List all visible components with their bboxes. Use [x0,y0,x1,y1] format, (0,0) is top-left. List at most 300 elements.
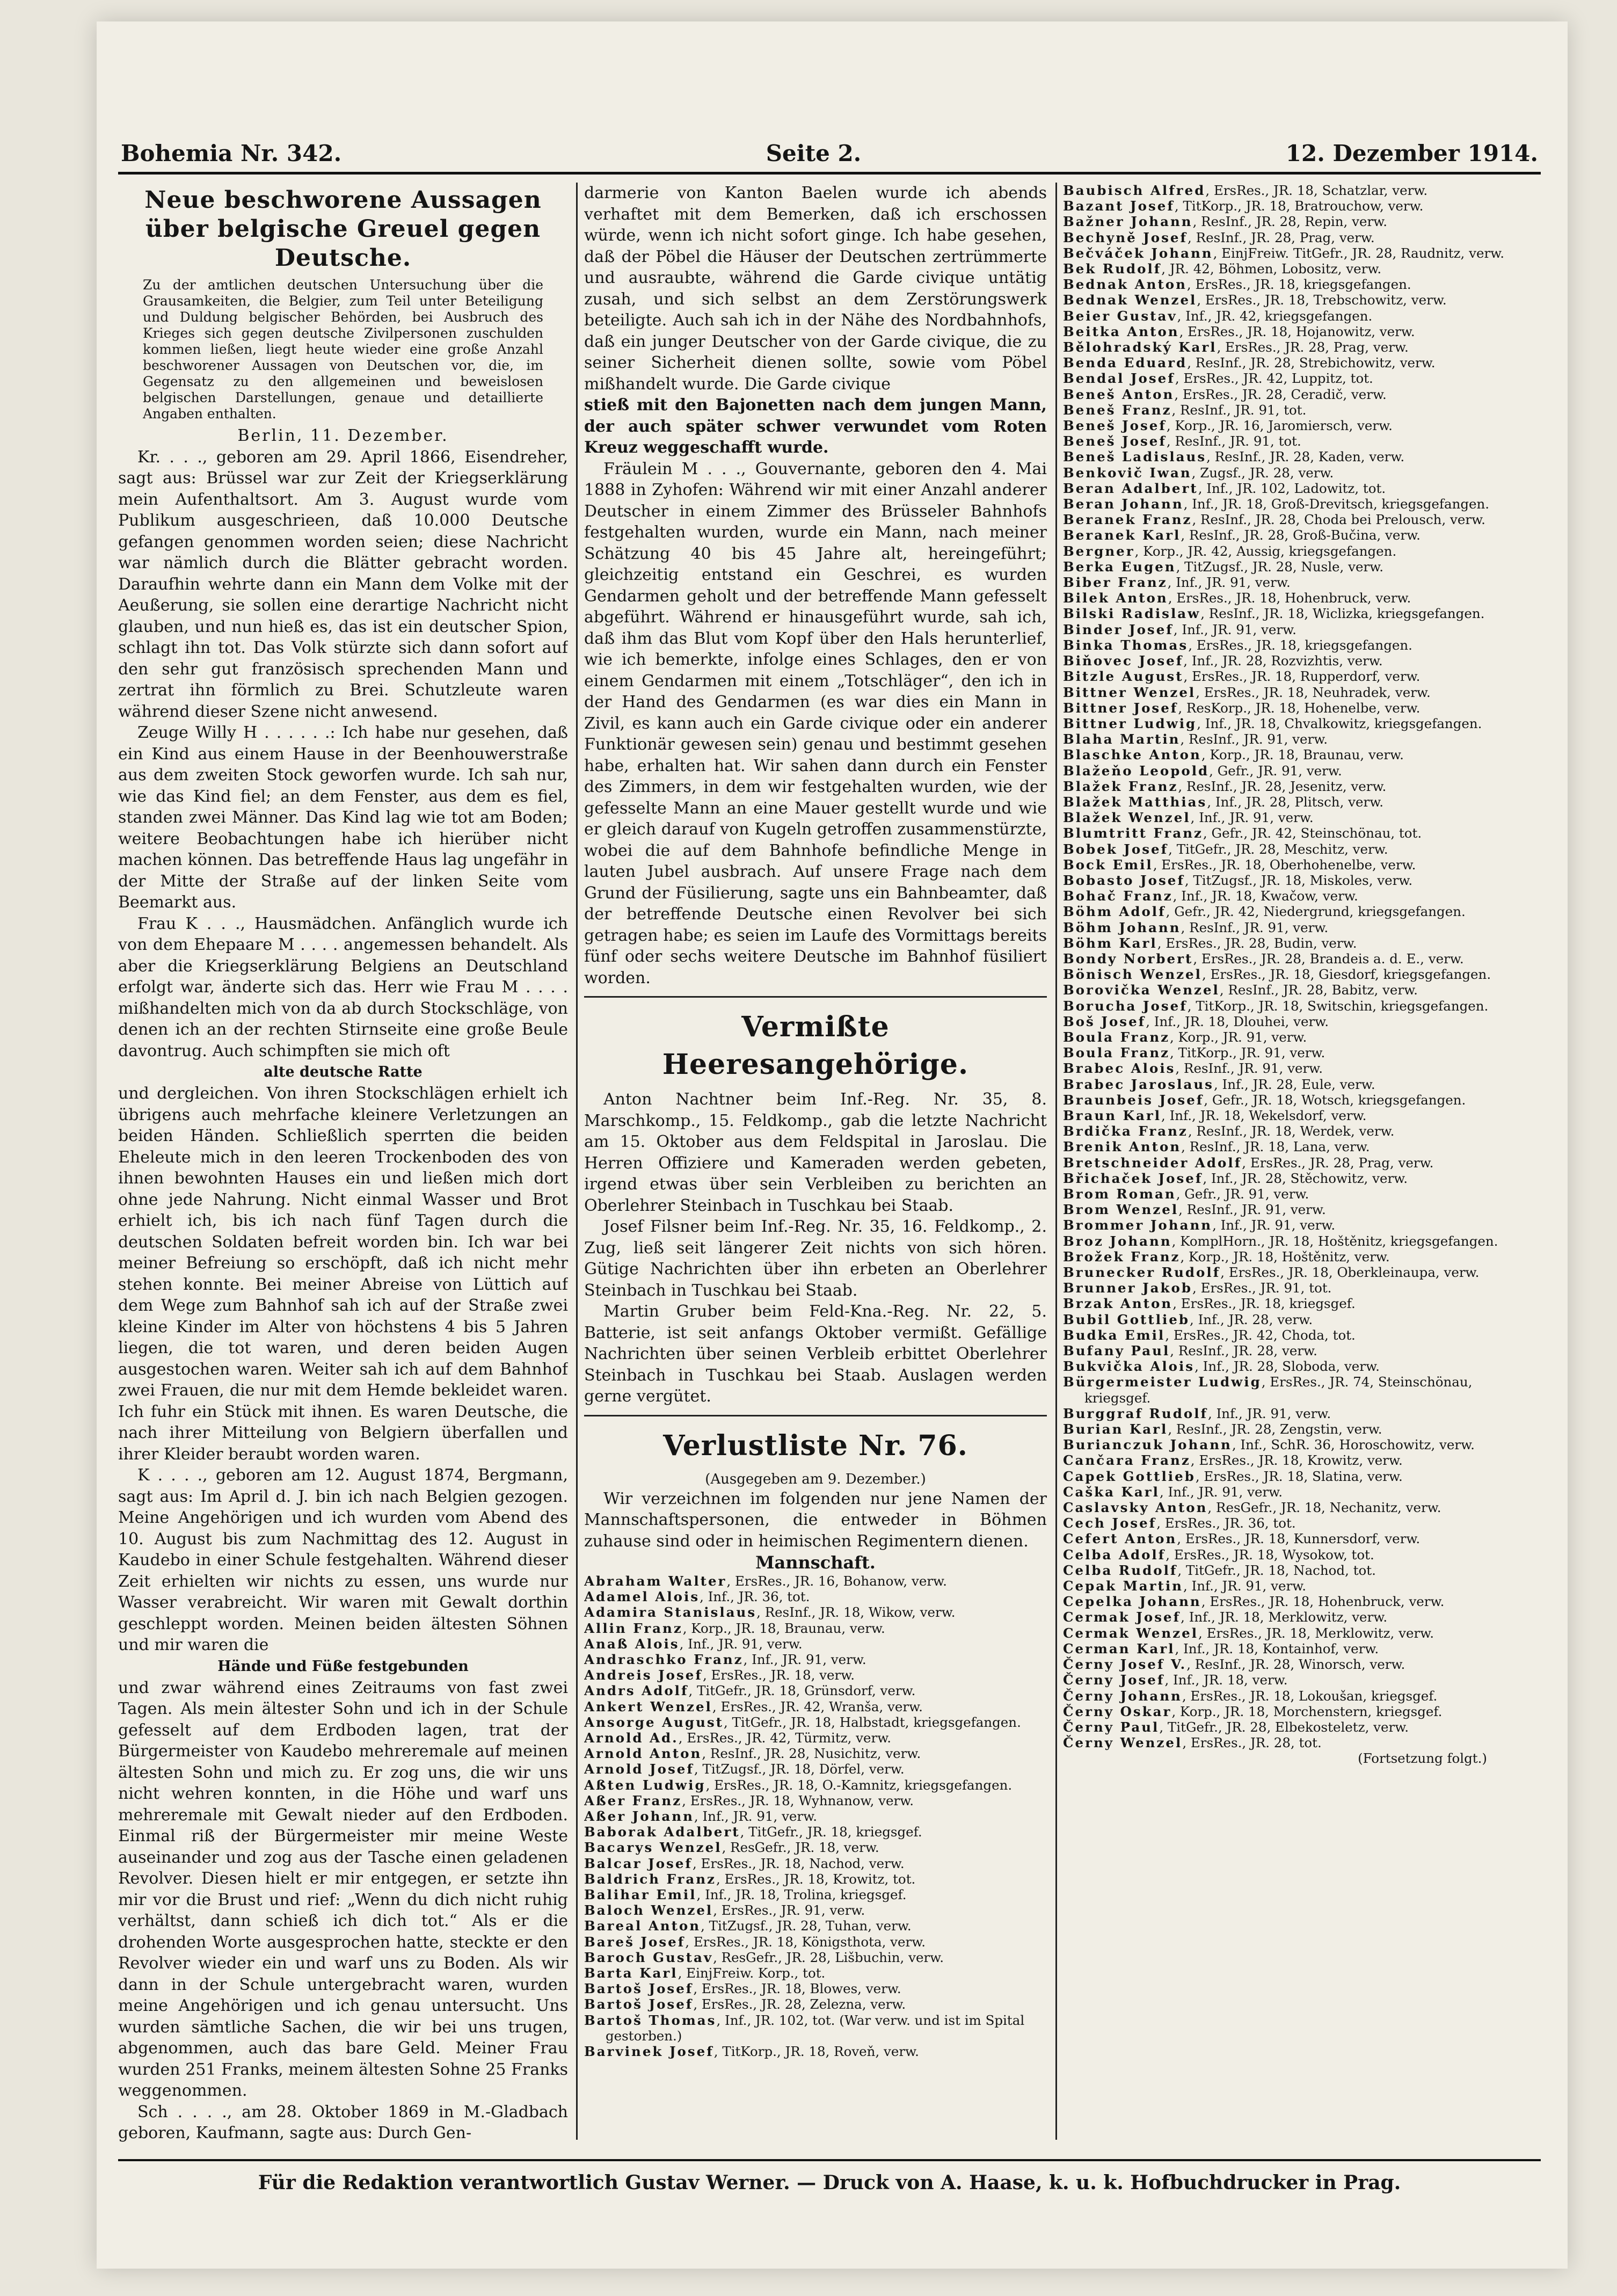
casualty-entry [1063,1202,1530,1217]
casualty-entry [1063,1531,1530,1546]
casualty-entry [1063,873,1530,888]
casualty-details: , ErsRes., JR. 18, Krowitz, tot. [716,1871,916,1887]
casualty-details: , Inf., JR. 28, Rozvizhtis, verw. [1183,653,1383,669]
casualty-name: Blaschke Anton [1063,747,1201,763]
casualty-entry [584,1604,1047,1620]
casualty-details: , ErsRes., JR. 18, Rupperdorf, verw. [1183,669,1421,685]
article-paragraph: Zeuge Willy H . . . . . .: Ich habe nur gesehen, daß ein Kind aus einem Hause in der Beenhouwerstraße aus dem zweiten Stock geworfen wurde. Ich sah nur, wie das Kind fiel; an dem Fenster, aus dem es fiel, standen zwei Männer. Das Kind lag wie tot am Boden; weitere Beobachtungen habe ich hierüber nicht machen können. Das betreffende Haus lag ungefähr in der Mitte der Straße auf der linken Seite vom Beemarkt aus. [118,723,568,912]
casualty-details: , ResInf., JR. 18, Lana, verw. [1181,1139,1370,1155]
casualty-name: Brommer Johann [1063,1217,1213,1233]
article-paragraphs [118,1083,568,1656]
casualty-entry [1063,1092,1530,1108]
casualty-details: , TitGefr., JR. 18, Grünsdorf, verw. [688,1683,916,1699]
casualty-name: Bretschneider Adolf [1063,1154,1242,1171]
casualty-details: , ResInf., JR. 28, Babitz, verw. [1219,982,1418,998]
casualty-name: Barvinek Josef [584,2044,714,2060]
casualty-entry [1063,1123,1530,1139]
casualty-name: Burggraf Rudolf [1063,1405,1208,1421]
casualty-entry [1063,198,1530,214]
casualty-details: , ResInf., JR. 28, Nusichitz, verw. [702,1746,921,1762]
casualty-name: Beran Adalbert [1063,480,1198,496]
casualty-name: Bondy Norbert [1063,950,1193,967]
casualty-name: Beneš Ladislaus [1063,449,1207,465]
casualty-entry [1063,1077,1530,1092]
article-paragraph: Sch . . . ., am 28. Oktober 1869 in M.-Gladbach geboren, Kaufmann, sagte aus: Durch Gen- [118,2102,568,2142]
casualty-details: , ErsRes., JR. 18, verw. [702,1667,855,1683]
casualty-details: , ErsRes., JR. 18, Hohenbruck, verw. [1168,590,1411,606]
casualty-name: Biber Franz [1063,575,1168,591]
casualty-name: Boula Franz [1063,1045,1170,1061]
casualty-details: , Inf., JR. 18, Wekelsdorf, verw. [1161,1107,1367,1123]
casualty-name: Burian Karl [1063,1421,1168,1437]
casualty-name: Bek Rudolf [1063,261,1162,277]
casualty-details: , ErsRes., JR. 18, Königsthota, verw. [685,1934,926,1950]
casualty-name: Biňovec Josef [1063,653,1184,669]
casualty-details: , Inf., JR. 18, Kwačow, verw. [1172,888,1358,904]
casualty-name: Černy Paul [1063,1719,1160,1735]
casualty-details: , Inf., JR. 28, verw. [1190,1311,1313,1327]
casualty-name: Bohač Franz [1063,888,1173,904]
casualty-entry [584,1746,1047,1761]
casualty-name: Bartoš Thomas [584,2012,717,2028]
casualty-name: Baloch Wenzel [584,1902,713,1919]
casualty-entry [584,1871,1047,1887]
casualty-list [584,1573,1047,2059]
casualty-name: Ankert Wenzel [584,1698,712,1714]
casualty-entry [584,1589,1047,1604]
casualty-entry [1063,1155,1530,1171]
casualty-details: , ResInf., JR. 28, Prag, verw. [1188,229,1375,245]
casualty-details: , TitGefr., JR. 28, Elbekosteletz, verw. [1159,1719,1409,1735]
casualty-entry [1063,1672,1530,1688]
casualty-name: Borovička Wenzel [1063,982,1220,998]
casualty-entry [584,2012,1047,2044]
dateline: Berlin, 11. Dezember. [237,426,449,445]
casualty-details: , ErsRes., JR. 18, Nachod, verw. [692,1855,905,1871]
casualty-details: , ErsRes., JR. 18, kriegsgefangen. [1188,637,1412,653]
casualty-name: Bergner [1063,543,1135,559]
casualty-details: , ResInf., JR. 18, Wiclizka, kriegsgefangen. [1200,606,1485,622]
casualty-name: Celba Rudolf [1063,1562,1178,1578]
casualty-details: , ErsRes., JR. 42, Choda, tot. [1165,1327,1356,1343]
casualty-name: Černy Johann [1063,1688,1182,1704]
casualty-details: , Inf., JR. 91, verw. [1167,575,1291,591]
casualty-entry [1063,763,1530,779]
casualty-details: , Zugsf., JR. 28, verw. [1191,464,1334,481]
casualty-details: , ErsRes., JR. 91, verw. [713,1902,865,1919]
casualty-entry [1063,1563,1530,1578]
casualty-details: , ResInf., JR. 28, Strebichowitz, verw. [1187,355,1436,371]
casualty-name: Bacarys Wenzel [584,1840,722,1856]
casualty-name: Braun Karl [1063,1107,1162,1123]
casualty-name: Andreis Josef [584,1667,703,1683]
casualty-entry [1063,1014,1530,1029]
casualty-details: , ErsRes., JR. 42, Luppitz, tot. [1175,370,1373,387]
casualty-name: Bubil Gottlieb [1063,1311,1190,1327]
casualty-entry [1063,1594,1530,1609]
casualty-name: Brzak Anton [1063,1296,1173,1312]
casualty-details: , ErsRes., JR. 18, Hohenbruck, verw. [1201,1594,1445,1610]
casualty-details: , ErsRes., JR. 36, tot. [1156,1515,1296,1531]
casualty-entry [1063,1406,1530,1421]
casualty-details: , Gefr., JR. 42, Steinschönau, tot. [1203,825,1422,841]
casualty-entry [1063,261,1530,277]
casualty-name: Aßten Ludwig [584,1777,706,1793]
casualty-entry [1063,731,1530,747]
casualty-entry [1063,449,1530,464]
casualty-entry [584,1918,1047,1934]
casualty-entry [584,1808,1047,1824]
casualty-name: Břichaček Josef [1063,1170,1203,1186]
casualty-name: Borucha Josef [1063,998,1188,1014]
casualty-entry [1063,779,1530,794]
casualty-entry [1063,1045,1530,1060]
casualty-details: , ResInf., JR. 18, Werdek, verw. [1188,1123,1395,1139]
casualty-name: Binder Josef [1063,621,1174,637]
casualty-entry [1063,1249,1530,1265]
casualty-details: , TitZugsf., JR. 18, Miskoles, verw. [1184,872,1413,888]
casualty-name: Braunbeis Josef [1063,1092,1204,1108]
casualty-entry [1063,825,1530,841]
section-divider [584,996,1047,998]
casualty-entry [584,1902,1047,1918]
casualty-details: , ErsRes., JR. 18, Kunnersdorf, verw. [1177,1531,1421,1547]
casualty-name: Cerman Karl [1063,1640,1175,1656]
casualty-details: , Inf., JR. 102, tot. (War verw. und ist im Spital gestorben.) [606,2012,1025,2044]
casualty-name: Brunecker Rudolf [1063,1265,1221,1281]
list-intro: Wir verzeichnen im folgenden nur jene Namen der Mannschaftspersonen, die entweder in Böhmen zuhause sind oder in heimischen Regimentern dienen. [584,1489,1047,1551]
casualty-details: , TitKorp., JR. 18, Roveň, verw. [713,2044,919,2060]
casualty-entry [1063,339,1530,355]
casualty-entry [1063,1500,1530,1515]
casualty-entry [1063,1171,1530,1186]
casualty-details: , Inf., JR. 28, Stěchowitz, verw. [1203,1170,1408,1186]
casualty-entry [1063,747,1530,762]
casualty-entry [1063,1437,1530,1452]
casualty-details: , ErsRes., JR. 18, Oberkleinaupa, verw. [1220,1265,1480,1281]
casualty-details: , Korp., JR. 42, Aussig, kriegsgefangen. [1134,543,1397,559]
casualty-entry [1063,1578,1530,1594]
page-number: Seite 2. [766,140,862,166]
section-title: Vermißte Heeresangehörige. [662,1011,969,1081]
casualty-details: , ResInf., JR. 91, verw. [1181,919,1329,935]
casualty-entry [1063,214,1530,229]
casualty-entry [1063,308,1530,324]
casualty-name: Bareš Josef [584,1934,686,1950]
article-paragraph: stieß mit den Bajonetten nach dem jungen Mann, der auch später schwer verwundet vom Roten Kreuz weggeschafft wurde. [584,396,1047,457]
casualty-entry [584,1793,1047,1808]
casualty-details: , Inf., JR. 18, Chvalkowitz, kriegsgefangen. [1197,715,1482,731]
article-paragraphs [118,447,568,1062]
casualty-entry [1063,512,1530,527]
missing-notice: Josef Filsner beim Inf.-Reg. Nr. 35, 16. Feldkomp., 2. Zug, ließ seit längerer Zeit nichts von sich hören. Gütige Nachrichten über ihn erbeten an Oberlehrer Steinbach in Tuschkau bei Staab. [584,1217,1047,1300]
section-divider [584,1415,1047,1416]
article-paragraph: Frau K . . ., Hausmädchen. Anfänglich wurde ich von dem Ehepaare M . . . . angemessen behandelt. Als aber die Kriegserklärung Belgiens an Deutschland erfolgt war, änderte sich das. Herr wie Frau M . . . . mißhandelten mich von da ab durch Stockschläge, von denen ich an der rechten Stirnseite eine große Beule davontrug. Auch schimpften sie mich oft [118,914,568,1060]
casualty-name: Bürgermeister Ludwig [1063,1374,1262,1390]
casualty-details: , ErsRes., JR. 18, Lokoušan, kriegsgef. [1182,1688,1438,1704]
page-header [121,129,1538,166]
casualty-details: , ErsRes., JR. 18, Blowes, verw. [693,1981,901,1997]
article-paragraph: und dergleichen. Von ihren Stockschlägen erhielt ich übrigens auch mehrfache kleinere Verletzungen an beiden Händen. Schließlich sperrten die beiden Eheleute mich in den leeren Trockenboden des von ihnen bewohnten Hauses ein und ließen mich dort ohne jede Nahrung. Nicht einmal Wasser und Brot erhielt ich, bis ich nach fünf Tagen durch die deutschen Soldaten befreit worden bin. Ich war bei meiner Befreiung so erschöpft, daß ich nicht mehr stehen konnte. Bei meiner Abreise von Lüttich auf dem Wege zum Bahnhof sah ich auf der Straße zwei kleine Kinder im Alter von höchstens 4 bis 5 Jahren liegen, die tot waren, und deren beiden Augen ausgestochen waren. Weiter sah ich auf dem Bahnhof zwei Frauen, die nur mit dem Hemde bekleidet waren. Ich fuhr ein Stück mit ihnen. Es waren Deutsche, die nach ihrer Mitteilung von Belgiern überfallen und ihrer Kleider beraubt worden waren. [118,1084,568,1464]
casualty-details: , ResInf., JR. 28, Kaden, verw. [1206,449,1405,465]
casualty-name: Andrs Adolf [584,1683,689,1699]
casualty-name: Benda Eduard [1063,355,1188,371]
casualty-entry [584,1636,1047,1652]
casualty-entry [1063,1280,1530,1296]
casualty-details: , TitKorp., JR. 18, Switschin, kriegsgefangen. [1187,998,1489,1014]
casualty-name: Blažeňo Leopold [1063,762,1210,779]
casualty-entry [1063,1358,1530,1374]
casualty-entry [584,2044,1047,2059]
casualty-entry [1063,1515,1530,1531]
casualty-entry [1063,685,1530,700]
casualty-entry [1063,1704,1530,1719]
casualty-details: , ErsRes., JR. 42, Wranša, verw. [712,1698,923,1714]
article-paragraphs [118,1677,568,2144]
casualty-entry [1063,1719,1530,1735]
casualty-entry [1063,355,1530,370]
casualty-name: Bartoš Josef [584,1981,694,1997]
casualty-name: Bittner Ludwig [1063,715,1197,731]
casualty-name: Bitzle August [1063,669,1184,685]
casualty-entry [1063,245,1530,261]
casualty-details: , Inf., JR. 18, Trolina, kriegsgef. [696,1887,907,1903]
casualty-details: , Inf., SchR. 36, Horoschowitz, verw. [1232,1437,1475,1453]
casualty-details: , Inf., JR. 18, Kontainhof, verw. [1175,1640,1379,1656]
casualty-entry [584,1652,1047,1667]
casualty-entry [1063,1688,1530,1704]
casualty-name: Boš Josef [1063,1013,1146,1029]
casualty-name: Anaß Alois [584,1636,680,1652]
casualty-name: Cefert Anton [1063,1531,1177,1547]
casualty-entry [584,1621,1047,1636]
casualty-entry [584,1824,1047,1840]
casualty-entry [1063,559,1530,575]
casualty-entry [584,1996,1047,2012]
casualty-entry [1063,527,1530,543]
casualty-name: Cepak Martin [1063,1578,1183,1594]
missing-notice: Martin Gruber beim Feld-Kna.-Reg. Nr. 22, 5. Batterie, ist seit anfangs Oktober vermißt. Gefällige Nachrichten über seinen Verbleib erbittet Oberlehrer Steinbach in Tuschkau bei Staab. Auslagen werden gerne vergütet. [584,1302,1047,1406]
casualty-details: , ErsRes., JR. 28, Budin, verw. [1157,935,1357,951]
casualty-name: Cermak Wenzel [1063,1625,1199,1641]
casualty-details: , ErsRes., JR. 18, O.-Kamnitz, kriegsgefangen. [705,1777,1013,1793]
casualty-details: , ErsRes., JR. 18, Trebschowitz, verw. [1197,292,1447,308]
casualty-name: Bilek Anton [1063,590,1168,606]
casualty-entry [584,1840,1047,1855]
casualty-entry [584,1573,1047,1589]
casualty-entry [1063,1625,1530,1641]
casualty-entry [584,1934,1047,1950]
casualty-name: Allin Franz [584,1620,683,1636]
casualty-entry [584,1714,1047,1730]
casualty-details: , Inf., JR. 18, verw. [1164,1672,1288,1688]
casualty-name: Böhm Johann [1063,919,1181,935]
casualty-details: , TitKorp., JR. 18, Bratrouchow, verw. [1174,198,1424,214]
casualty-name: Aßer Franz [584,1792,682,1808]
casualty-name: Blažek Matthias [1063,794,1207,810]
casualty-name: Černy Josef V. [1063,1656,1187,1673]
casualty-details: , ResInf., JR. 28, Groß-Bučina, verw. [1181,527,1421,543]
casualty-name: Arnold Anton [584,1746,702,1762]
casualty-name: Brabec Alois [1063,1060,1176,1077]
casualty-entry [1063,1060,1530,1076]
casualty-name: Brom Wenzel [1063,1202,1179,1218]
casualty-details: , Inf., JR. 36, tot. [700,1589,810,1605]
casualty-entry [1063,653,1530,669]
casualty-name: Bilski Radislaw [1063,606,1201,622]
casualty-name: Baroch Gustav [584,1949,713,1965]
casualty-details: , Inf., JR. 102, Ladowitz, tot. [1198,480,1386,496]
casualty-entry [1063,1547,1530,1563]
issue-date: 12. Dezember 1914. [1285,140,1538,166]
casualty-details: , Inf., JR. 42, kriegsgefangen. [1177,308,1373,324]
casualty-name: Böhm Adolf [1063,904,1166,920]
issue-note: (Ausgegeben am 9. Dezember.) [705,1471,926,1487]
casualty-details: , TitGefr., JR. 28, Meschitz, verw. [1168,841,1388,857]
casualty-details: , ErsRes., JR. 28, tot. [1182,1735,1322,1751]
casualty-details: , ResInf., JR. 91, verw. [1175,1060,1323,1077]
column-divider [1055,183,1057,2140]
casualty-details: , ErsRes., JR. 18, Neuhradek, verw. [1196,684,1431,700]
casualty-details: , Inf., JR. 18, Merklowitz, verw. [1181,1609,1388,1625]
casualty-entry [584,1683,1047,1698]
casualty-name: Brenik Anton [1063,1139,1182,1155]
casualty-name: Binka Thomas [1063,637,1189,653]
casualty-details: , ResInf., JR. 28, Zengstin, verw. [1168,1421,1382,1437]
casualty-details: , ResGefr., JR. 28, Lišbuchin, verw. [713,1949,944,1965]
casualty-entry [1063,637,1530,653]
casualty-entry [1063,1296,1530,1311]
casualty-details: , TitZugsf., JR. 28, Nusle, verw. [1176,558,1384,575]
casualty-name: Boula Franz [1063,1029,1170,1045]
casualty-name: Cančara Franz [1063,1452,1191,1469]
column-3 [1063,183,1530,2145]
article-paragraph: und zwar während eines Zeitraums von fast zwei Tagen. Als mein ältester Sohn und ich in der Schule gefesselt auf dem Erdboden lagen, trat der Bürgermeister von Kaudebo mehreremale auf meinen ältesten Sohn und mich zu. Er zog uns, die wir uns nicht wehren konnten, in die Höhe und warf uns mehreremale mit Gewalt nieder auf den Erdboden. Einmal riß der Bürgermeister mir meine Weste auseinander und zog aus der Tasche einen geladenen Revolver. Diesen hielt er mir entgegen, er setzte ihn mir vor die Brust und rief: „Wenn du dich nicht ruhig verhältst, dann schieß ich dich tot.“ Als er die drohenden Worte ausgesprochen hatte, steckte er den Revolver wieder ein und warf uns zu Boden. Als wir dann in der Schule untergebracht waren, wurden meine Angehörigen und ich genau untersucht. Uns wurden sämtliche Sachen, die wir bei uns trugen, abgenommen, auch das bare Geld. Meiner Frau wurden 251 Franks, meinem ältesten Sohne 25 Franks weggenommen. [118,1678,568,2100]
casualty-entry [1063,1484,1530,1500]
subheading: Hände und Füße festgebunden [217,1658,469,1675]
imprint: Für die Redaktion verantwortlich Gustav Werner. — Druck von A. Haase, k. u. k. Hofbuchdrucker in Prag. [118,2159,1541,2204]
casualty-entry [1063,418,1530,433]
casualty-entry [1063,998,1530,1014]
casualty-entry [1063,1343,1530,1358]
casualty-details: , ErsRes., JR. 28, Zelezna, verw. [693,1996,906,2012]
casualty-details: , ErsRes., JR. 28, Brandeis a. d. E., verw. [1193,950,1464,967]
casualty-name: Ansorge August [584,1714,724,1730]
casualty-name: Bendal Josef [1063,370,1175,387]
casualty-details: , JR. 42, Böhmen, Lobositz, verw. [1161,261,1382,277]
article-title: Neue beschworene Aussagen über belgische Greuel gegen Deutsche. [144,186,542,272]
casualty-entry [1063,1233,1530,1249]
casualty-entry [1063,324,1530,339]
casualty-name: Beneš Josef [1063,418,1167,434]
casualty-entry [1063,857,1530,873]
casualty-name: Barta Karl [584,1965,678,1981]
casualty-name: Baubisch Alfred [1063,183,1206,198]
casualty-name: Böhm Karl [1063,935,1157,951]
casualty-details: , ErsRes., JR. 18, Wyhnanow, verw. [682,1792,914,1808]
casualty-details: , ErsRes., JR. 18, Schatzlar, verw. [1205,183,1428,198]
casualty-name: Benkovič Iwan [1063,464,1192,481]
casualty-details: , TitGefr., JR. 18, kriegsgef. [740,1824,922,1840]
casualty-name: Caška Karl [1063,1484,1160,1500]
casualty-details: , ResGefr., JR. 18, verw. [722,1840,879,1856]
column-2 [584,183,1047,2145]
casualty-name: Brdička Franz [1063,1123,1188,1139]
casualty-details: , ResInf., JR. 91, tot. [1171,402,1307,418]
casualty-name: Bufany Paul [1063,1343,1170,1359]
casualty-name: Cepelka Johann [1063,1594,1201,1610]
casualty-name: Caslavsky Anton [1063,1500,1208,1516]
casualty-details: , ErsRes., JR. 42, Türmitz, verw. [678,1730,892,1746]
casualty-details: , Korp., JR. 18, Hoštěnitz, verw. [1180,1248,1390,1265]
casualty-details: , Inf., JR. 91, verw. [743,1652,866,1668]
casualty-list [1063,183,1530,1750]
casualty-entry [1063,370,1530,386]
casualty-details: , Inf., JR. 18, Groß-Drevitsch, kriegsgefangen. [1183,496,1490,512]
casualty-entry [1063,1641,1530,1656]
casualty-name: Arnold Ad. [584,1730,679,1746]
casualty-name: Bobasto Josef [1063,872,1185,888]
casualty-details: , Gefr., JR. 18, Wotsch, kriegsgefangen. [1204,1092,1466,1108]
casualty-name: Baborak Adalbert [584,1824,740,1840]
casualty-name: Brabec Jaroslaus [1063,1076,1214,1092]
casualty-details: , ErsRes., JR. 18, kriegsgef. [1172,1296,1356,1312]
casualty-details: , ResInf., JR. 91, tot. [1166,433,1301,449]
casualty-name: Černy Josef [1063,1672,1165,1688]
casualty-name: Celba Adolf [1063,1546,1166,1563]
casualty-details: , Inf., JR. 91, verw. [1183,1578,1307,1594]
casualty-details: , Inf., JR. 28, Sloboda, verw. [1194,1358,1380,1375]
casualty-entry [1063,622,1530,637]
casualty-details: , ErsRes., JR. 18, Slatina, verw. [1195,1468,1403,1484]
casualty-details: , ResKorp., JR. 18, Hohenelbe, verw. [1178,700,1421,716]
casualty-name: Brožek Franz [1063,1248,1181,1265]
casualty-entry [1063,1452,1530,1468]
casualty-details: , Inf., JR. 91, verw. [1173,621,1296,637]
casualty-entry [1063,1139,1530,1154]
casualty-details: , ResInf., JR. 28, Winorsch, verw. [1186,1656,1405,1673]
casualty-details: , Gefr., JR. 42, Niedergrund, kriegsgefangen. [1166,904,1466,920]
casualty-entry [1063,1327,1530,1343]
casualty-details: , Korp., JR. 16, Jaromiersch, verw. [1166,418,1393,434]
casualty-name: Beneš Anton [1063,386,1175,402]
casualty-entry [1063,1735,1530,1750]
casualty-name: Blažek Wenzel [1063,810,1191,826]
casualty-entry [1063,951,1530,967]
casualty-name: Balihar Emil [584,1887,697,1903]
casualty-entry [1063,183,1530,198]
casualty-name: Bittner Josef [1063,700,1178,716]
casualty-entry [1063,841,1530,857]
header-rule [118,172,1541,175]
casualty-entry [584,1761,1047,1777]
casualty-entry [1063,433,1530,449]
casualty-entry [1063,935,1530,951]
casualty-entry [1063,810,1530,825]
casualty-name: Beneš Josef [1063,433,1167,449]
casualty-details: , ResInf., JR. 28, verw. [1170,1343,1317,1359]
casualty-name: Capek Gottlieb [1063,1468,1196,1484]
continuation-note: (Fortsetzung folgt.) [1358,1750,1487,1767]
casualty-details: , Korp., JR. 18, Braunau, verw. [682,1620,885,1636]
casualty-details: , ResInf., JR. 91, verw. [1180,731,1328,747]
casualty-entry [1063,230,1530,245]
casualty-name: Arnold Josef [584,1761,694,1777]
casualty-details: , ErsRes., JR. 18, Oberhohenelbe, verw. [1153,856,1416,873]
casualty-name: Blumtritt Franz [1063,825,1203,841]
casualty-entry [1063,1186,1530,1202]
casualty-details: , Inf., JR. 91, verw. [694,1808,817,1825]
